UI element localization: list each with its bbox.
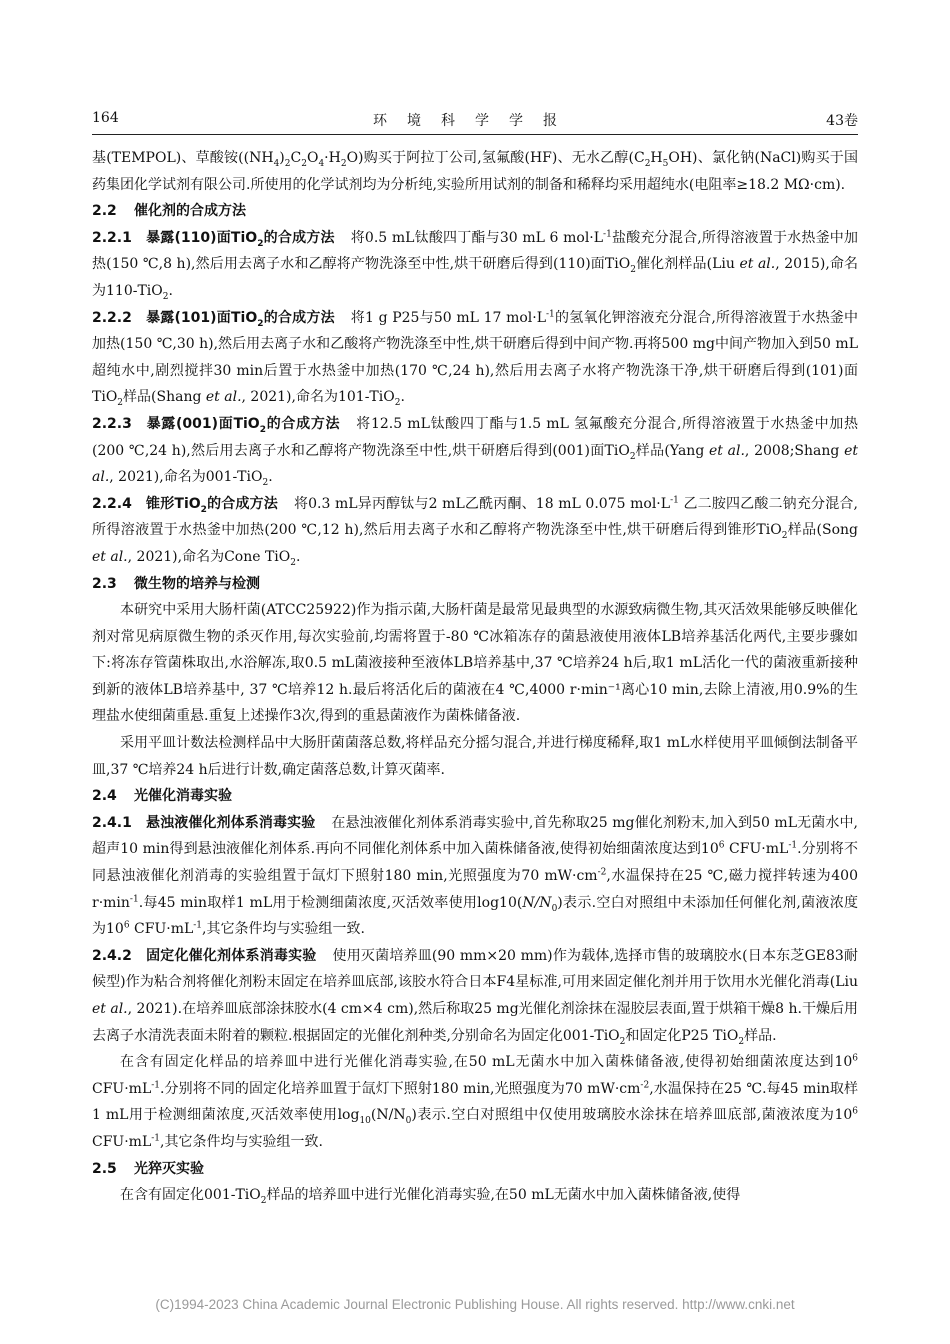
paragraph-2-3-culture: 本研究中采用大肠杆菌(ATCC25922)作为指示菌,大肠杆菌是最常见最典型的水源致病微生物,其灭活效果能够反映催化剂对常见病原微生物的杀灭作用,每次实验前,均需将置于-80 ℃冰箱冻存的菌悬液使用液体LB培养基活化两代,主要步骤如下:将冻存管菌株取出,水浴解冻,取0.5 mL菌液接种至液体LB培养基中,37 ℃培养24 h后,取1 mL活化一代的菌液重新接种到新的液体LB培养基中, 37 ℃培养12 h.最后将活化后的菌液在4 ℃,4000 r·min⁻¹离心10 min,去除上清液,用0.9%的生理盐水使细菌重悬.重复上述操作3次,得到的重悬菌液作为菌株储备液.	[92, 602, 858, 725]
paragraph-2-2-2: 2.2.2 暴露(101)面TiO$_2$的合成方法 将1 g P25与50 mL 17 $mol\cdot L^{-1}$的氢氧化钾溶液充分混合,所得溶液置于水热釜中加热(150 ℃,30 h),然后用去离子水和乙酸将产物洗涤至中性,烘干研磨后得到中间产物.再将500 mg中间产物加入到50 mL超纯水中,剧烈搅拌30 min后置于水热釜中加热(170 ℃,24 h),然后用去离子水将产物洗涤干净,烘干研磨后得到(101)面TiO$_2$样品(Shang et al., 2021),命名为101-TiO$_2$.	[92, 308, 858, 409]
section-heading-2-3: 2.3 微生物的培养与检测	[92, 575, 260, 592]
section-heading-2-5: 2.5 光猝灭实验	[92, 1160, 204, 1177]
paragraph-2-4-2-procedure: 在含有固定化样品的培养皿中进行光催化消毒实验,在50 mL无菌水中加入菌株储备液,使得初始细菌浓度达到$10^6$ $CFU\cdot mL^{-1}$.分别将不同的固定化培养皿置于氙灯下照射180 min,光照强度为70 $mW\cdot cm^{-2}$,水温保持在25 ℃.每45 min取样1 mL用于检测细菌浓度,灭活效率使用$\log_{10}(N/N_0)$表示.空白对照组中仅使用玻璃胶水涂抹在培养皿底部,菌液浓度为$10^6$ $CFU\cdot mL^{-1}$,其它条件均与实验组一致.	[92, 1053, 858, 1150]
section-heading-2-2: 2.2 催化剂的合成方法	[92, 203, 246, 220]
section-heading-2-4: 2.4 光催化消毒实验	[92, 788, 232, 805]
paragraph-2-3-counting: 采用平皿计数法检测样品中大肠肝菌菌落总数,将样品充分摇匀混合,并进行梯度稀释,取1 mL水样使用平皿倾倒法制备平皿,37 ℃培养24 h后进行计数,确定菌落总数,计算灭菌率.	[92, 735, 858, 778]
paragraph-2-2-3: 2.2.3 暴露(001)面TiO$_2$的合成方法 将12.5 mL钛酸四丁酯与1.5 mL 氢氟酸充分混合,所得溶液置于水热釜中加热(200 ℃,24 h),然后用去离子水和乙醇将产物洗涤至中性,烘干研磨后得到(001)面TiO$_2$样品(Yang et al., 2008;Shang et al., 2021),命名为001-TiO$_2$.	[92, 415, 859, 488]
paragraph-2-2-1: 2.2.1 暴露(110)面TiO$_2$的合成方法 将0.5 mL钛酸四丁酯与30 mL 6 $mol\cdot L^{-1}$盐酸充分混合,所得溶液置于水热釜中加热(150 ℃,8 h),然后用去离子水和乙醇将产物洗涤至中性,烘干研磨后得到(110)面TiO$_2$催化剂样品(Liu et al., 2015),命名为110-TiO$_2$.	[92, 229, 859, 302]
running-header	[92, 110, 858, 135]
paragraph-2-4-2: 2.4.2 固定化催化剂体系消毒实验 使用灭菌培养皿(90 mm×20 mm)作为载体,选择市售的玻璃胶水(日本东芝GE83耐候型)作为粘合剂将催化剂粉末固定在培养皿底部,该胶水符合日本F4星标准,可用来固定催化剂并用于饮用水光催化消毒(Liu et al., 2021).在培养皿底部涂抹胶水(4 cm×4 cm),然后称取25 mg光催化剂涂抹在湿胶层表面,置于烘箱干燥8 h.干燥后用去离子水清洗表面未附着的颗粒.根据固定的光催化剂种类,分别命名为固定化001-TiO$_2$和固定化P25 TiO$_2$样品.	[92, 947, 859, 1047]
paragraph-2-4-1: 2.4.1 悬浊液催化剂体系消毒实验 在悬浊液催化剂体系消毒实验中,首先称取25 mg催化剂粉末,加入到50 mL无菌水中,超声10 min得到悬浊液催化剂体系.再向不同催化剂体系中加入菌株储备液,使得初始细菌浓度达到$10^6$ $CFU\cdot mL^{-1}$.分别将不同悬浊液催化剂消毒的实验组置于氙灯下照射180 min,光照强度为70 $mW\cdot cm^{-2}$,水温保持在25 ℃,磁力搅拌转速为400 $r\cdot\min^{-1}$.每45 min取样1 mL用于检测细菌浓度,灭活效率使用$\log 10(N/N_0)$表示.空白对照组中未添加任何催化剂,菌液浓度为$10^6$ $CFU\cdot mL^{-1}$,其它条件均与实验组一致.	[92, 814, 859, 938]
volume-number: 43卷	[826, 113, 858, 129]
page-number: 164	[92, 110, 119, 126]
paragraph-2-5: 在含有固定化001-TiO$_2$样品的培养皿中进行光催化消毒实验,在50 mL无菌水中加入菌株储备液,使得	[120, 1187, 741, 1206]
paragraph-reagents: 基(TEMPOL)、草酸铵$((NH_4)_2C_2O_4\cdot H_2O)$购买于阿拉丁公司,氢氟酸(HF)、无水乙醇$(C_2H_5OH)$、氯化钠(NaCl)购买于国药集团化学试剂有限公司.所使用的化学试剂均为分析纯,实验所用试剂的制备和稀释均采用超纯水(电阻率≥18.2 MΩ·cm).	[92, 150, 858, 193]
article-body	[92, 145, 858, 1209]
copyright-footer: (C)1994-2023 China Academic Journal Electronic Publishing House. All rights reserved. http://www.cnki.net	[155, 1297, 795, 1312]
journal-title: 环境科学学报	[373, 113, 577, 129]
paragraph-2-2-4: 2.2.4 锥形TiO$_2$的合成方法 将0.3 mL异丙醇钛与2 mL乙酰丙酮、18 mL 0.075 $mol\cdot L^{-1}$ 乙二胺四乙酸二钠充分混合,所得溶液置于水热釜中加热(200 ℃,12 h),然后用去离子水和乙醇将产物洗涤至中性,烘干研磨后得到锥形TiO$_2$样品(Song et al., 2021),命名为Cone TiO$_2$.	[92, 495, 859, 568]
